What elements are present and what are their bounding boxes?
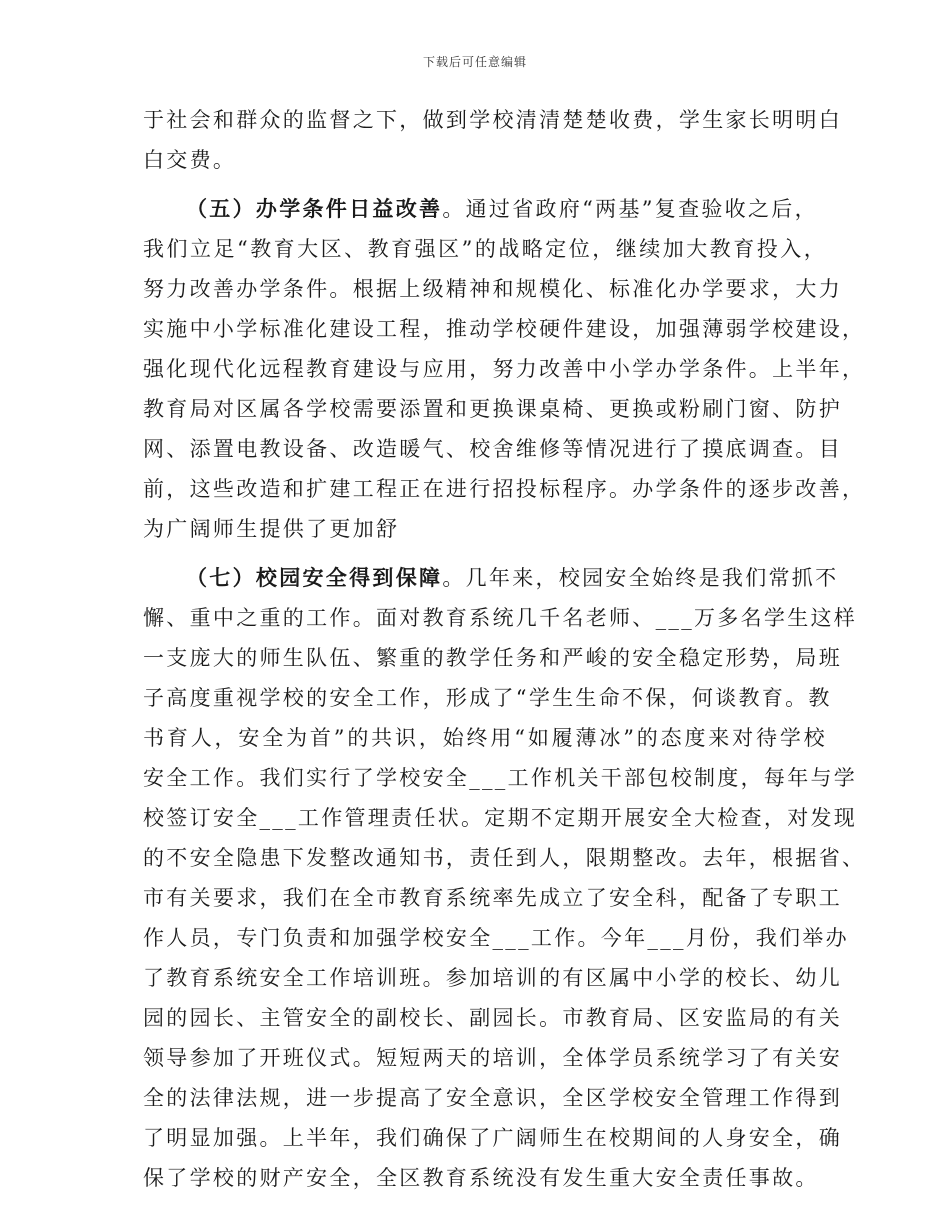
paragraph-spacer xyxy=(143,549,827,558)
paragraph-line: 了教育系统安全工作培训班。参加培训的有区属中小学的校长、幼儿 xyxy=(143,966,842,990)
paragraph-line: 教育局对区属各学校需要添置和更换课桌椅、更换或粉刷门窗、防护 xyxy=(143,397,842,421)
paragraph-line: 子高度重视学校的安全工作，形成了“学生生命不保，何谈教育。教 xyxy=(143,686,832,710)
paragraph-line: 作人员，专门负责和加强学校安全___工作。今年___月份，我们举办 xyxy=(143,926,849,950)
paragraph-line: 为广阔师生提供了更加舒 xyxy=(143,517,400,541)
section-seven-first-line xyxy=(143,558,839,598)
paragraph-line: 强化现代化远程教育建设与应用，努力改善中小学办学条件。上半年， xyxy=(143,357,866,381)
paragraph-line: 安全工作。我们实行了学校安全___工作机关干部包校制度，每年与学 xyxy=(143,766,858,790)
paragraph-line: 网、添置电教设备、改造暖气、校舍维修等情况进行了摸底调查。目 xyxy=(143,437,842,461)
paragraph-line: 一支庞大的师生队伍、繁重的教学任务和严峻的安全稳定形势，局班 xyxy=(143,646,842,670)
page-header: 下载后可任意编辑 xyxy=(422,55,527,69)
paragraph-line: 的不安全隐患下发整改通知书，责任到人，限期整改。去年，根据省、 xyxy=(143,846,866,870)
paragraph-line: 白交费。 xyxy=(143,148,237,172)
paragraph-line: 园的园长、主管安全的副校长、副园长。市教育局、区安监局的有关 xyxy=(143,1006,842,1030)
paragraph-line: 书育人，安全为首”的共识，始终用“如履薄冰”的态度来对待学校 xyxy=(143,726,827,750)
document-body xyxy=(143,100,866,1198)
paragraph-line: 保了学校的财产安全，全区教育系统没有发生重大安全责任事故。 xyxy=(143,1166,819,1190)
paragraph-line: 市有关要求，我们在全市教育系统率先成立了安全科，配备了专职工 xyxy=(143,886,842,910)
paragraph-line: 实施中小学标准化建设工程，推动学校硬件建设，加强薄弱学校建设， xyxy=(143,317,866,341)
paragraph-spacer xyxy=(143,180,827,189)
paragraph-line: 全的法律法规，进一步提高了安全意识，全区学校安全管理工作得到 xyxy=(143,1086,842,1110)
paragraph-line: 懈、重中之重的工作。面对教育系统几千名老师、___万多名学生这样 xyxy=(143,606,858,630)
section-seven-first-line-text: 。几年来，校园安全始终是我们常抓不 xyxy=(442,566,839,590)
paragraph-line: 了明显加强。上半年，我们确保了广阔师生在校期间的人身安全，确 xyxy=(143,1126,842,1150)
section-seven-heading: （七）校园安全得到保障 xyxy=(186,565,443,590)
paragraph-line: 我们立足“教育大区、教育强区”的战略定位，继续加大教育投入， xyxy=(143,237,827,261)
paragraph-line: 努力改善办学条件。根据上级精神和规模化、标准化办学要求，大力 xyxy=(143,277,842,301)
section-five-heading: （五）办学条件日益改善 xyxy=(186,196,443,221)
section-five-first-line xyxy=(143,189,827,229)
paragraph-line: 于社会和群众的监督之下，做到学校清清楚楚收费，学生家长明明白 xyxy=(143,108,842,132)
paragraph-line: 领导参加了开班仪式。短短两天的培训，全体学员系统学习了有关安 xyxy=(143,1046,842,1070)
paragraph-line: 校签订安全___工作管理责任状。定期不定期开展安全大检查，对发现 xyxy=(143,806,858,830)
paragraph-line: 前，这些改造和扩建工程正在进行招投标程序。办学条件的逐步改善， xyxy=(143,477,866,501)
section-five-first-line-text: 。通过省政府“两基”复查验收之后， xyxy=(442,197,818,221)
